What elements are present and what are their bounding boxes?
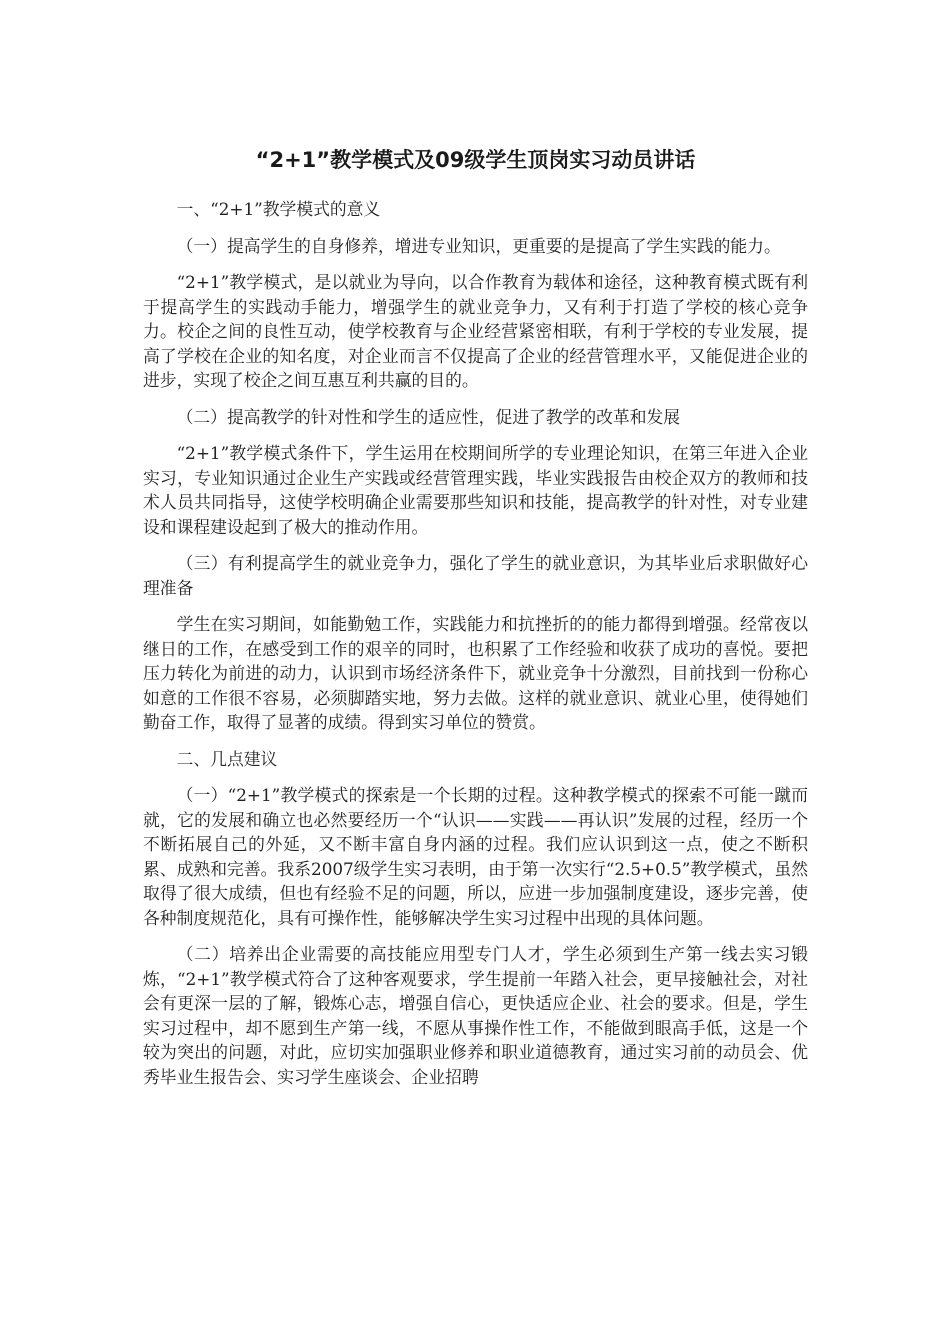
paragraph: “2+1”教学模式，是以就业为导向，以合作教育为载体和途径，这种教育模式既有利于提高学生的实践动手能力，增强学生的就业竞争力，又有利于打造了学校的核心竞争力。校企之间的良性互动，使学校教育与企业经营紧密相联，有利于学校的专业发展，提高了学校在企业的知名度，对企业而言不仅提高了企业的经营管理水平，又能促进企业的进步，实现了校企之间互惠互利共赢的目的。 bbox=[143, 272, 808, 390]
paragraph: 学生在实习期间，如能勤勉工作，实践能力和抗挫折的的能力都得到增强。经常夜以继日的工作，在感受到工作的艰辛的同时，也积累了工作经验和收获了成功的喜悦。要把压力转化为前进的动力，认识到市场经济条件下，就业竞争十分激烈，目前找到一份称心如意的工作很不容易，必须脚踏实地，努力去做。这样的就业意识、就业心里，使得她们勤奋工作，取得了显著的成绩。得到实习单位的赞赏。 bbox=[143, 614, 808, 732]
paragraph: （三）有利提高学生的就业竞争力，强化了学生的就业意识，为其毕业后求职做好心理准备 bbox=[143, 553, 808, 598]
paragraph: “2+1”教学模式条件下，学生运用在校期间所学的专业理论知识，在第三年进入企业实习，专业知识通过企业生产实践或经营管理实践，毕业实践报告由校企双方的教师和技术人员共同指导，这使学校明确企业需要那些知识和技能，提高教学的针对性，对专业建设和课程建设起到了极大的推动作用。 bbox=[143, 443, 808, 537]
section-heading-1: 一、“2+1”教学模式的意义 bbox=[176, 199, 381, 219]
document-title: “2+1”教学模式及09级学生顶岗实习动员讲话 bbox=[255, 148, 696, 172]
paragraph: （二）提高教学的针对性和学生的适应性，促进了教学的改革和发展 bbox=[176, 406, 681, 427]
document-page bbox=[143, 128, 808, 1101]
paragraph: （一）提高学生的自身修养，增进专业知识，更重要的是提高了学生实践的能力。 bbox=[176, 235, 781, 256]
paragraph: （二）培养出企业需要的高技能应用型专门人才，学生必须到生产第一线去实习锻炼，“2+1”教学模式符合了这种客观要求，学生提前一年踏入社会，更早接触社会，对社会有更深一层的了解，锻炼心志，增强自信心，更快适应企业、社会的要求。但是，学生实习过程中，却不愿到生产第一线，不愿从事操作性工作，不能做到眼高手低，这是一个较为突出的问题，对此，应切实加强职业修养和职业道德教育，通过实习前的动员会、优秀毕业生报告会、实习学生座谈会、企业招聘 bbox=[143, 944, 808, 1087]
section-heading-2: 二、几点建议 bbox=[176, 748, 278, 769]
paragraph: （一）“2+1”教学模式的探索是一个长期的过程。这种教学模式的探索不可能一蹴而就，它的发展和确立也必然要经历一个“认识——实践——再认识”发展的过程，经历一个不断拓展自己的外延，又不断丰富自身内涵的过程。我们应认识到这一点，使之不断积累、成熟和完善。我系2007级学生实习表明，由于第一次实行“2.5+0.5”教学模式，虽然取得了很大成绩，但也有经验不足的问题，所以，应进一步加强制度建设，逐步完善，使各种制度规范化，具有可操作性，能够解决学生实习过程中出现的具体问题。 bbox=[143, 785, 808, 928]
